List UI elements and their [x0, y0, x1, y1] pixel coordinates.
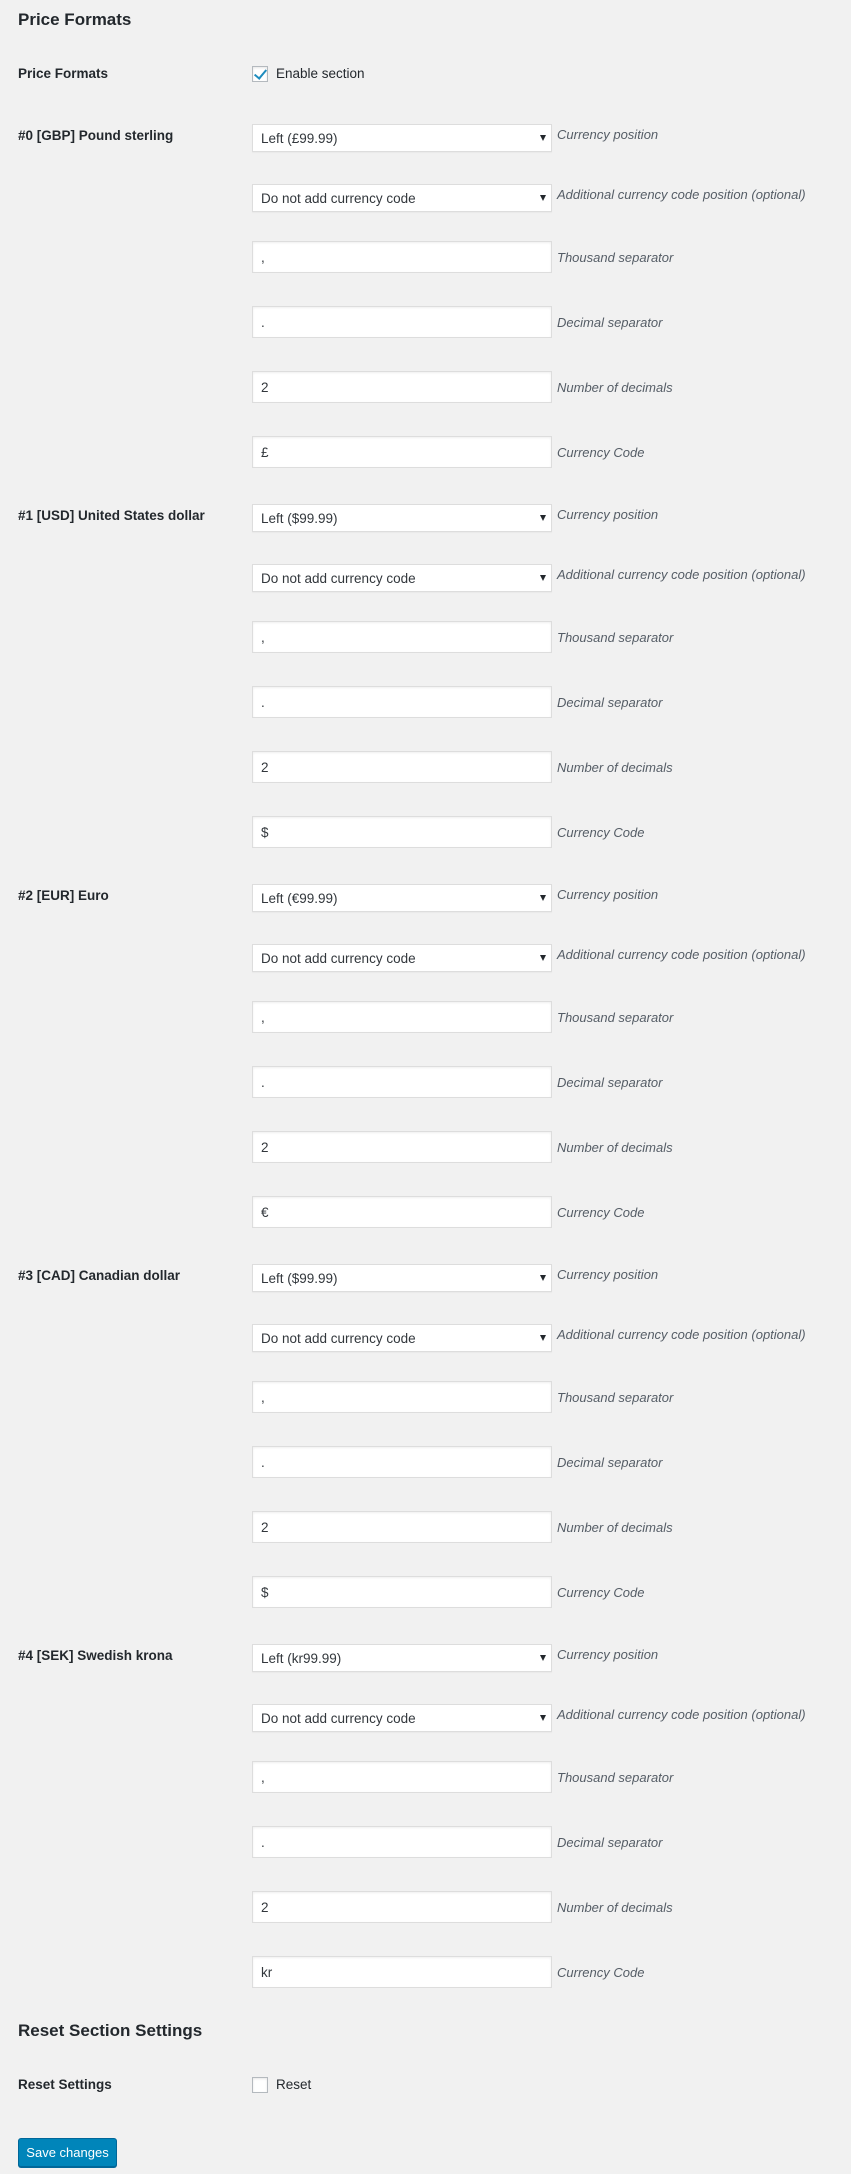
currency-position-value: Left (kr99.99)	[261, 1650, 342, 1666]
section-title-price-formats: Price Formats	[18, 10, 132, 29]
currency-position-select[interactable]	[252, 504, 552, 532]
thousand-separator-description: Thousand separator	[557, 1770, 674, 1785]
number-of-decimals-input[interactable]	[252, 1511, 552, 1543]
additional-code-position-description: Additional currency code position (optional)	[557, 947, 806, 962]
chevron-down-icon	[540, 955, 546, 961]
currency-position-value: Left (£99.99)	[261, 130, 338, 146]
currency-position-select[interactable]	[252, 1264, 552, 1292]
chevron-down-icon	[540, 195, 546, 201]
number-of-decimals-value: 2	[261, 1139, 269, 1155]
thousand-separator-description: Thousand separator	[557, 1390, 674, 1405]
number-of-decimals-description: Number of decimals	[557, 1140, 673, 1155]
currency-position-description: Currency position	[557, 1647, 659, 1662]
currency-position-select[interactable]	[252, 884, 552, 912]
thousand-separator-value: ,	[261, 1009, 265, 1025]
reset-settings-row-label: Reset Settings	[18, 2077, 112, 2092]
enable-section-label: Enable section	[276, 66, 365, 81]
additional-code-position-value: Do not add currency code	[261, 950, 416, 966]
currency-position-description: Currency position	[557, 887, 659, 902]
additional-code-position-description: Additional currency code position (optional)	[557, 1327, 806, 1342]
currency-code-value: £	[261, 444, 269, 460]
currency-code-description: Currency Code	[557, 825, 645, 840]
currency-code-value: kr	[261, 1964, 273, 1980]
thousand-separator-input[interactable]	[252, 621, 552, 653]
number-of-decimals-value: 2	[261, 1899, 269, 1915]
thousand-separator-description: Thousand separator	[557, 1010, 674, 1025]
decimal-separator-description: Decimal separator	[557, 315, 663, 330]
currency-code-value: €	[261, 1204, 269, 1220]
currency-code-input[interactable]	[252, 1956, 552, 1988]
number-of-decimals-description: Number of decimals	[557, 1520, 673, 1535]
currency-row-label: #2 [EUR] Euro	[18, 888, 109, 903]
price-formats-row-label: Price Formats	[18, 66, 109, 81]
currency-row-label: #4 [SEK] Swedish krona	[18, 1648, 173, 1663]
decimal-separator-value: .	[261, 694, 265, 710]
checkmark-icon	[254, 66, 267, 80]
chevron-down-icon	[540, 575, 546, 581]
number-of-decimals-input[interactable]	[252, 371, 552, 403]
currency-position-value: Left ($99.99)	[261, 1270, 338, 1286]
thousand-separator-value: ,	[261, 249, 265, 265]
additional-code-position-value: Do not add currency code	[261, 190, 416, 206]
number-of-decimals-value: 2	[261, 759, 269, 775]
reset-checkbox-label: Reset	[276, 2077, 312, 2092]
additional-code-position-description: Additional currency code position (optional)	[557, 1707, 806, 1722]
currency-code-input[interactable]	[252, 1576, 552, 1608]
additional-code-position-value: Do not add currency code	[261, 570, 416, 586]
currency-position-description: Currency position	[557, 127, 659, 142]
additional-code-position-description: Additional currency code position (optional)	[557, 567, 806, 582]
chevron-down-icon	[540, 1275, 546, 1281]
number-of-decimals-value: 2	[261, 379, 269, 395]
number-of-decimals-input[interactable]	[252, 1131, 552, 1163]
thousand-separator-description: Thousand separator	[557, 630, 674, 645]
decimal-separator-description: Decimal separator	[557, 1075, 663, 1090]
number-of-decimals-description: Number of decimals	[557, 760, 673, 775]
currency-row-label: #1 [USD] United States dollar	[18, 508, 205, 523]
additional-code-position-description: Additional currency code position (optional)	[557, 187, 806, 202]
decimal-separator-input[interactable]	[252, 686, 552, 718]
additional-code-position-select[interactable]	[252, 1324, 552, 1352]
chevron-down-icon	[540, 515, 546, 521]
currency-row-label: #0 [GBP] Pound sterling	[18, 128, 174, 143]
thousand-separator-input[interactable]	[252, 1001, 552, 1033]
currency-code-description: Currency Code	[557, 1965, 645, 1980]
currency-position-select[interactable]	[252, 1644, 552, 1672]
decimal-separator-input[interactable]	[252, 1066, 552, 1098]
additional-code-position-select[interactable]	[252, 184, 552, 212]
currency-position-value: Left (€99.99)	[261, 890, 338, 906]
currency-code-value: $	[261, 824, 269, 840]
chevron-down-icon	[540, 1715, 546, 1721]
chevron-down-icon	[540, 895, 546, 901]
decimal-separator-input[interactable]	[252, 1826, 552, 1858]
section-title-reset: Reset Section Settings	[18, 2021, 203, 2040]
decimal-separator-description: Decimal separator	[557, 1455, 663, 1470]
additional-code-position-select[interactable]	[252, 1704, 552, 1732]
currency-position-value: Left ($99.99)	[261, 510, 338, 526]
decimal-separator-value: .	[261, 1074, 265, 1090]
thousand-separator-input[interactable]	[252, 1381, 552, 1413]
decimal-separator-value: .	[261, 1834, 265, 1850]
currency-code-input[interactable]	[252, 1196, 552, 1228]
save-changes-button[interactable]: Save changes	[18, 2138, 117, 2167]
number-of-decimals-input[interactable]	[252, 751, 552, 783]
currency-row-label: #3 [CAD] Canadian dollar	[18, 1268, 181, 1283]
thousand-separator-value: ,	[261, 1389, 265, 1405]
decimal-separator-value: .	[261, 1454, 265, 1470]
decimal-separator-description: Decimal separator	[557, 695, 663, 710]
decimal-separator-value: .	[261, 314, 265, 330]
number-of-decimals-description: Number of decimals	[557, 380, 673, 395]
decimal-separator-input[interactable]	[252, 1446, 552, 1478]
number-of-decimals-input[interactable]	[252, 1891, 552, 1923]
currency-position-description: Currency position	[557, 1267, 659, 1282]
chevron-down-icon	[540, 1655, 546, 1661]
currency-position-select[interactable]	[252, 124, 552, 152]
decimal-separator-input[interactable]	[252, 306, 552, 338]
number-of-decimals-value: 2	[261, 1519, 269, 1535]
number-of-decimals-description: Number of decimals	[557, 1900, 673, 1915]
additional-code-position-value: Do not add currency code	[261, 1330, 416, 1346]
additional-code-position-select[interactable]	[252, 944, 552, 972]
thousand-separator-description: Thousand separator	[557, 250, 674, 265]
chevron-down-icon	[540, 135, 546, 141]
thousand-separator-value: ,	[261, 629, 265, 645]
currency-code-input[interactable]	[252, 436, 552, 468]
additional-code-position-value: Do not add currency code	[261, 1710, 416, 1726]
reset-checkbox[interactable]	[252, 2077, 268, 2093]
thousand-separator-input[interactable]	[252, 1761, 552, 1793]
currency-code-description: Currency Code	[557, 1585, 645, 1600]
enable-section-checkbox[interactable]	[252, 66, 268, 82]
currency-code-description: Currency Code	[557, 445, 645, 460]
currency-code-value: $	[261, 1584, 269, 1600]
thousand-separator-input[interactable]	[252, 241, 552, 273]
chevron-down-icon	[540, 1335, 546, 1341]
currency-position-description: Currency position	[557, 507, 659, 522]
currency-code-input[interactable]	[252, 816, 552, 848]
currency-code-description: Currency Code	[557, 1205, 645, 1220]
additional-code-position-select[interactable]	[252, 564, 552, 592]
decimal-separator-description: Decimal separator	[557, 1835, 663, 1850]
thousand-separator-value: ,	[261, 1769, 265, 1785]
